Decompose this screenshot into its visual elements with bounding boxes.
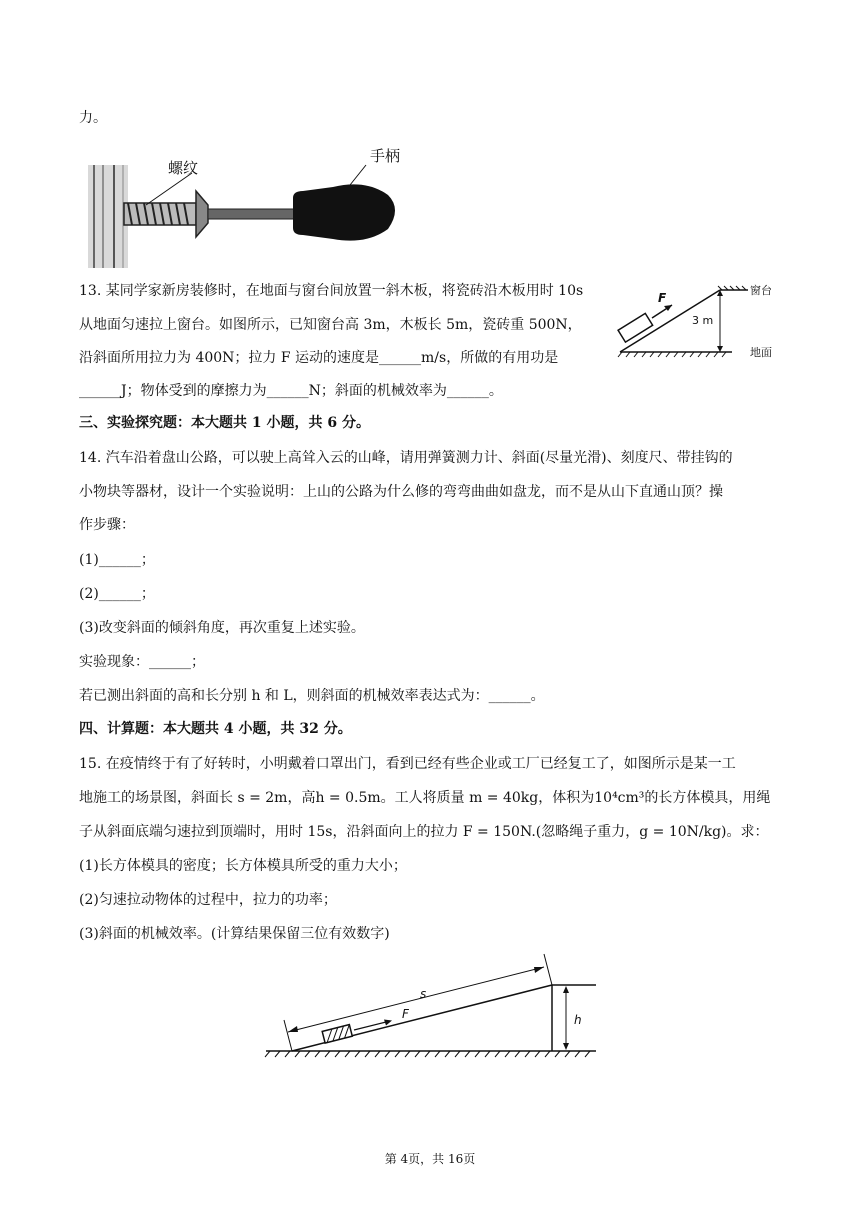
window-label: 窗台 [750, 284, 772, 297]
page-footer: 第 4页，共 16页 [384, 1152, 476, 1166]
q15-line2: 地施工的场景图，斜面长 s = 2m，高h = 0.5m。工人将质量 m = 40kg，体积为10⁴cm³的长方体模具，用绳 [79, 790, 771, 806]
q15-sub3: (3)斜面的机械效率。(计算结果保留三位有效数字) [79, 926, 390, 942]
section4-heading: 四、计算题：本大题共 4 小题，共 32 分。 [79, 721, 352, 737]
height-label: 3 m [692, 314, 714, 327]
q13-line2: 从地面匀速拉上窗台。如图所示，已知窗台高 3m，木板长 5m，瓷砖重 500N， [79, 317, 582, 333]
q14-step3: (3)改变斜面的倾斜角度，再次重复上述实验。 [79, 620, 365, 636]
q15-sub2: (2)匀速拉动物体的过程中，拉力的功率； [79, 892, 337, 908]
q14-line2: 小物块等器材，设计一个实验说明：上山的公路为什么修的弯弯曲曲如盘龙，而不是从山下直通山顶？操 [79, 484, 723, 500]
incline-s-h-figure [262, 948, 602, 1060]
q15-line1: 15. 在疫情终于有了好转时，小明戴着口罩出门，看到已经有些企业或工厂已经复工了，如图所示是某一工 [79, 756, 736, 772]
label-thread: 螺纹 [168, 159, 199, 177]
h-label: h [574, 1013, 582, 1027]
label-handle: 手柄 [370, 147, 401, 165]
q14-line3: 作步骤： [79, 517, 135, 533]
q13-line1: 13. 某同学家新房装修时，在地面与窗台间放置一斜木板，将瓷砖沿木板用时 10s [79, 283, 584, 299]
q15-sub1: (1)长方体模具的密度；长方体模具所受的重力大小； [79, 858, 407, 874]
q14-line1: 14. 汽车沿着盘山公路，可以驶上高耸入云的山峰，请用弹簧测力计、斜面(尽量光滑)、刻度尺、带挂钩的 [79, 450, 733, 466]
top-fragment: 力。 [79, 110, 107, 126]
incline-window-figure [612, 276, 784, 364]
q13-line4: ______J；物体受到的摩擦力为______N；斜面的机械效率为______。 [79, 383, 503, 399]
q15-line3: 子从斜面底端匀速拉到顶端时，用时 15s，沿斜面向上的拉力 F = 150N.(忽略绳子重力，g = 10N/kg)。求： [79, 824, 769, 840]
q14-phenomenon: 实验现象：______； [79, 654, 205, 670]
screwdriver-figure [88, 143, 418, 268]
q14-step2: (2)______； [79, 586, 155, 602]
s-label: s [420, 987, 427, 1001]
q13-line3: 沿斜面所用拉力为 400N；拉力 F 运动的速度是______m/s，所做的有用功是 [79, 350, 559, 366]
force-label-2: F [402, 1007, 409, 1021]
q14-expression: 若已测出斜面的高和长分别 h 和 L，则斜面的机械效率表达式为：______。 [79, 688, 545, 704]
q14-step1: (1)______； [79, 552, 155, 568]
ground-label: 地面 [750, 346, 772, 359]
section3-heading: 三、实验探究题：本大题共 1 小题，共 6 分。 [79, 415, 370, 431]
force-label: F [658, 291, 667, 305]
